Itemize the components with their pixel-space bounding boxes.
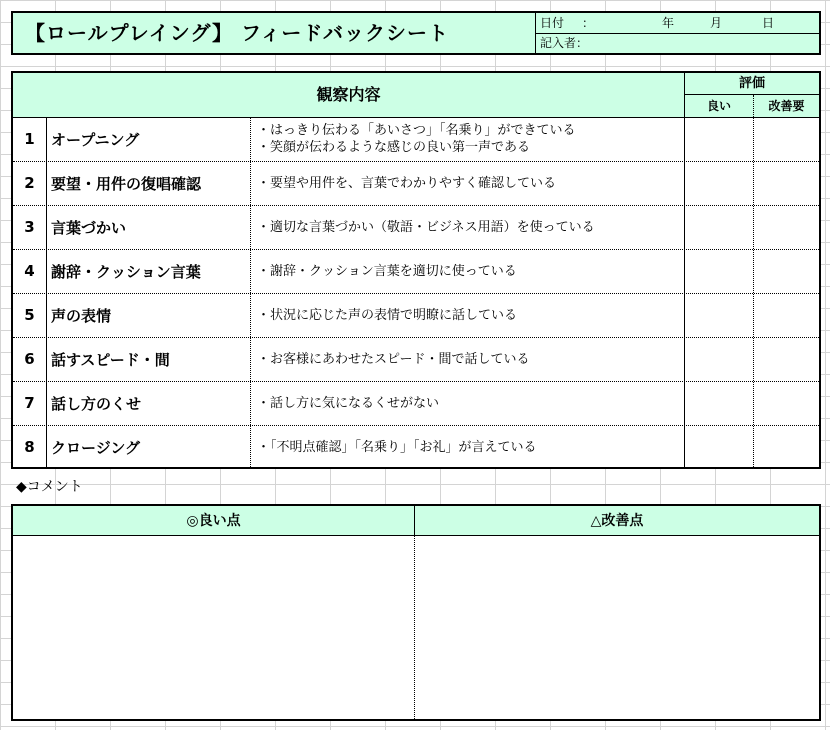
recorder-label: 記入者：: [540, 36, 589, 50]
improvement-points-field[interactable]: [415, 537, 819, 719]
row-number: 3: [24, 218, 35, 236]
row-number: 8: [24, 438, 35, 456]
comment-label: ◆コメント: [16, 479, 83, 495]
row-number: 2: [24, 174, 35, 192]
observation-header: 観察内容: [316, 85, 381, 104]
recorder-row: [536, 33, 820, 53]
row-description: ・謝辞・クッション言葉を適切に使っている: [257, 264, 517, 279]
row-title: 要望・用件の復唱確認: [51, 175, 202, 193]
improve-header: 改善要: [768, 99, 805, 113]
date-row: [536, 13, 820, 34]
row-number: 5: [24, 306, 35, 324]
day-label: 日: [762, 16, 775, 30]
row-description: ・「不明点確認」「名乗り」「お礼」が言えている: [257, 440, 537, 455]
date-label: 日付: [540, 16, 565, 30]
good-points-field[interactable]: [13, 537, 414, 719]
row-description: ・適切な言葉づかい（敬語・ビジネス用語）を使っている: [257, 220, 595, 235]
good-header: 良い: [706, 99, 731, 113]
sheet-title: 【ロールプレイング】 フィードバックシート: [25, 21, 449, 45]
row-description: ・要望や用件を、言葉でわかりやすく確認している: [257, 176, 557, 191]
row-title: クロージング: [51, 439, 141, 457]
row-description-1: ・はっきり伝わる「あいさつ」「名乗り」ができている: [257, 123, 576, 138]
good-points-header: ◎良い点: [186, 513, 241, 529]
row-title: 話すスピード・間: [51, 351, 170, 369]
evaluation-header: 評価: [738, 76, 765, 91]
row-description: ・話し方に気になるくせがない: [257, 396, 440, 411]
row-number: 1: [24, 130, 35, 148]
month-label: 月: [710, 16, 723, 30]
observation-table: [11, 71, 821, 469]
row-description: ・お客様にあわせたスピード・間で話している: [257, 352, 530, 367]
comment-table: [11, 504, 821, 721]
row-title: 声の表情: [51, 307, 112, 325]
row-title: 話し方のくせ: [51, 395, 142, 413]
row-description: ・状況に応じた声の表情で明瞭に話している: [257, 308, 518, 323]
date-colon: ：: [582, 16, 595, 30]
row-number: 4: [24, 262, 35, 280]
improvement-points-header: △改善点: [590, 513, 644, 529]
header-meta: [535, 13, 820, 53]
row-description-2: ・笑顔が伝わるような感じの良い第一声である: [257, 140, 531, 155]
row-title: オープニング: [51, 131, 140, 149]
row-number: 6: [24, 350, 35, 368]
row-title: 言葉づかい: [51, 219, 127, 237]
row-title: 謝辞・クッション言葉: [51, 263, 201, 281]
row-number: 7: [24, 394, 35, 412]
year-label: 年: [662, 16, 675, 30]
sheet-header: [11, 11, 821, 55]
